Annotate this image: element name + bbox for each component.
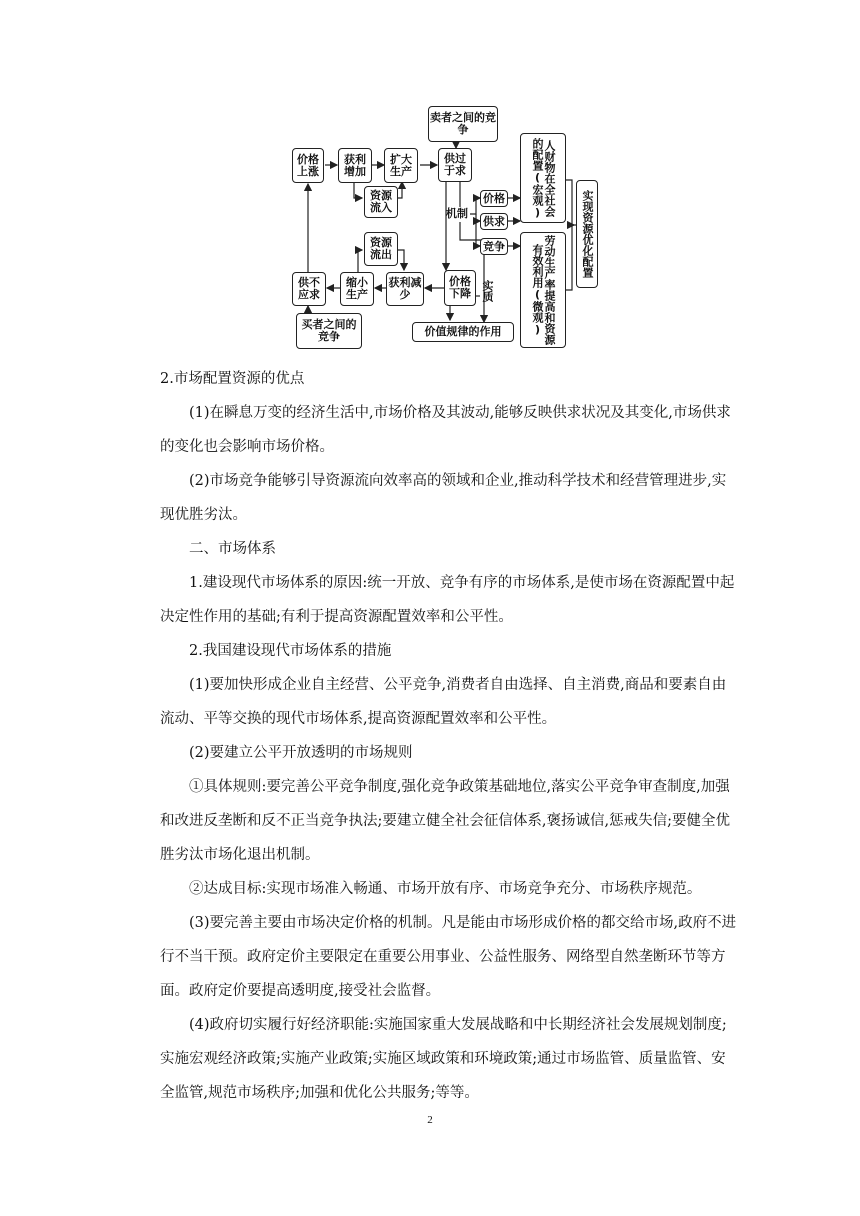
sellers-competition-box xyxy=(428,106,498,142)
competition-box xyxy=(480,238,508,255)
labor-efficiency-micro-box xyxy=(520,232,566,348)
paragraph: (1)在瞬息万变的经济生活中,市场价格及其波动,能够反映供求状况及其变化,市场供求的变化也会影响市场价格。 xyxy=(160,405,731,455)
price-rise-box xyxy=(292,148,324,183)
paragraph: 2.我国建设现代市场体系的措施 xyxy=(189,643,392,659)
buyers-competition-box xyxy=(296,313,362,349)
paragraph: (4)政府切实履行好经济职能:实施国家重大发展战略和中长期经济社会发展规划制度;实施宏观经济政策;实施产业政策;实施区域政策和环境政策;通过市场监管、质量监管、安全监管,规范市场秩序;加强和优化公共服务;等等。 xyxy=(160,1017,727,1101)
price-label: 价格 xyxy=(483,191,505,205)
price-fall-box xyxy=(444,270,476,306)
profit-increase-box xyxy=(338,148,372,183)
value-law-role-box xyxy=(412,322,514,342)
price-box xyxy=(480,190,508,207)
resources-out-box xyxy=(364,232,398,266)
sellers-competition-label: 卖者之间的竞争 xyxy=(430,111,496,136)
paragraph: 二、市场体系 xyxy=(189,541,276,557)
profit-decrease-label: 获利减少 xyxy=(388,276,422,301)
paragraph: (3)要完善主要由市场决定价格的机制。凡是能由市场形成价格的都交给市场,政府不进行不当干预。政府定价主要限定在重要公用事业、公益性服务、网络型自然垄断环节等方面。政府定价要提高透明度,接受社会监督。 xyxy=(160,915,737,999)
labor-efficiency-micro-label: 劳动生产率提高和资源有效利用(微观) xyxy=(531,235,556,345)
optimal-allocation-box xyxy=(576,180,598,288)
supply-exceeds-box xyxy=(438,148,472,182)
paragraph: (2)市场竞争能够引导资源流向效率高的领域和企业,推动科学技术和经营管理进步,实现优胜劣汰。 xyxy=(160,473,727,523)
shrink-production-label: 缩小生产 xyxy=(346,276,368,301)
mechanism-label: 机制 xyxy=(446,207,468,220)
buyers-competition-label: 买者之间的竞争 xyxy=(301,318,357,343)
paragraph: ②达成目标:实现市场准入畅通、市场开放有序、市场竞争充分、市场秩序规范。 xyxy=(189,881,702,897)
shrink-production-box xyxy=(340,272,374,306)
paragraph: (1)要加快形成企业自主经营、公平竞争,消费者自由选择、自主消费,商品和要素自由流动、平等交换的现代市场体系,提高资源配置效率和公平性。 xyxy=(160,677,727,727)
competition-label: 竞争 xyxy=(483,239,505,253)
paragraph: 2.市场配置资源的优点 xyxy=(160,371,305,387)
expand-production-box xyxy=(384,148,418,183)
allocation-macro-label: 人财物在全社会的配置(宏观) xyxy=(531,137,556,219)
paragraph: 1.建设现代市场体系的原因:统一开放、竞争有序的市场体系,是使市场在资源配置中起决定性作用的基础;有利于提高资源配置效率和公平性。 xyxy=(160,575,735,625)
supply-short-label: 供不应求 xyxy=(298,276,320,301)
resources-out-label: 资源流出 xyxy=(370,236,392,261)
allocation-macro-box xyxy=(520,133,566,223)
paragraph: ①具体规则:要完善公平竞争制度,强化竞争政策基础地位,落实公平竞争审查制度,加强和改进反垄断和反不正当竞争执法;要建立健全社会征信体系,褒扬诚信,惩戒失信;要健全优胜劣汰市场化退出机制。 xyxy=(160,779,730,863)
price-rise-label: 价格上涨 xyxy=(297,152,319,178)
resources-in-label: 资源流入 xyxy=(370,189,392,214)
supply-demand-box xyxy=(480,213,508,230)
resources-in-box xyxy=(364,186,398,218)
paragraph: (2)要建立公平开放透明的市场规则 xyxy=(189,745,413,761)
price-fall-label: 价格下降 xyxy=(449,275,471,300)
document-body xyxy=(160,362,740,1110)
page-number: 2 xyxy=(427,1114,433,1126)
optimal-allocation-label: 实现资源优化配置 xyxy=(581,190,594,278)
profit-decrease-box xyxy=(386,272,424,306)
market-mechanism-diagram xyxy=(280,100,600,360)
supply-short-box xyxy=(292,272,326,306)
supply-demand-label: 供求 xyxy=(483,214,505,228)
value-law-role-label: 价值规律的作用 xyxy=(424,325,502,338)
supply-exceeds-label: 供过于求 xyxy=(444,152,466,177)
essence-label: 实质 xyxy=(481,280,494,302)
profit-increase-label: 获利增加 xyxy=(344,152,366,178)
expand-production-label: 扩大生产 xyxy=(390,152,412,178)
